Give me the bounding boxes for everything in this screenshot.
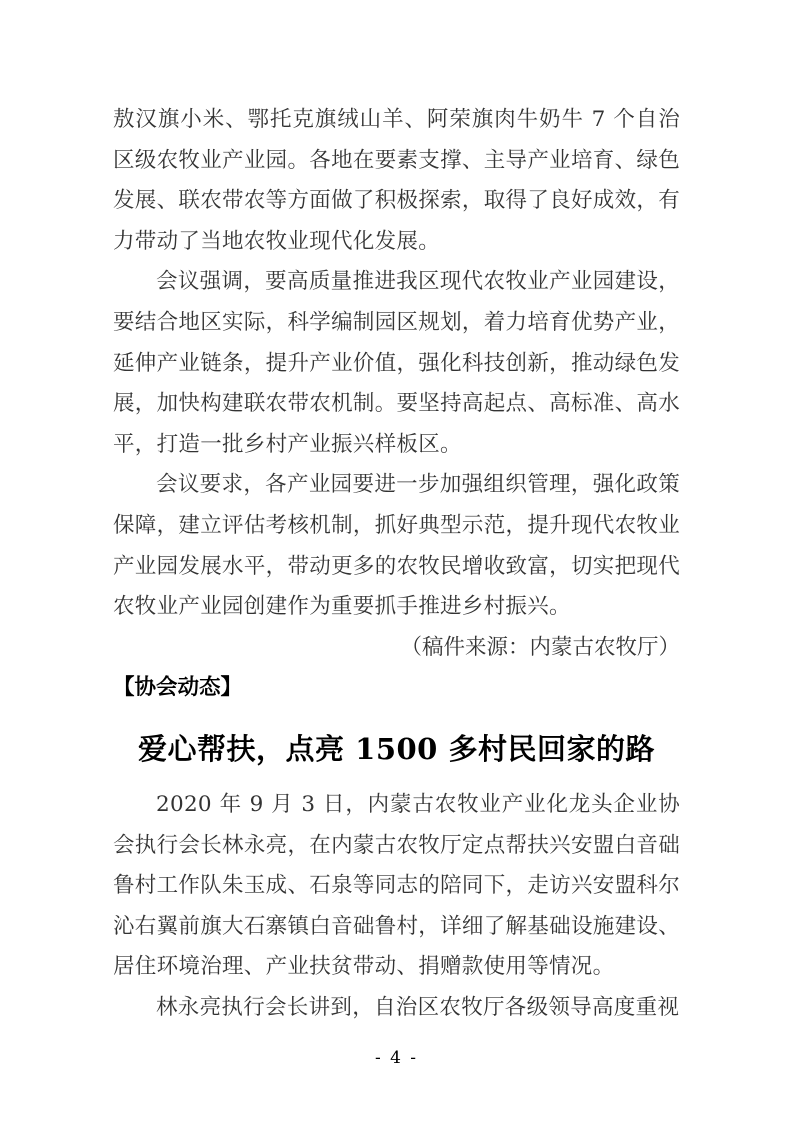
source-attribution: （稿件来源：内蒙古农牧厅）	[400, 634, 680, 660]
paragraph-meeting-requirements: 会议要求，各产业园要进一步加强组织管理，强化政策保障，建立评估考核机制，抓好典型示范，提升现代农牧业产业园发展水平，带动更多的农牧民增收致富，切实把现代农牧业产业园创建作为重要抓手推进乡村振兴。	[113, 472, 680, 620]
paragraph-meeting-emphasis: 会议强调，要高质量推进我区现代农牧业产业园建设，要结合地区实际，科学编制园区规划，着力培育优势产业，延伸产业链条，提升产业价值，强化科技创新，推动绿色发展，加快构建联农带农机制。要坚持高起点、高标准、高水平，打造一批乡村产业振兴样板区。	[113, 269, 680, 457]
article-title: 爱心帮扶，点亮 1500 多村民回家的路	[138, 731, 655, 766]
paragraph-meeting-continued: 敖汉旗小米、鄂托克旗绒山羊、阿荣旗肉牛奶牛 7 个自治区级农牧业产业园。各地在要素支撑、主导产业培育、绿色发展、联农带农等方面做了积极探索，取得了良好成效，有力带动了当地农牧业现代化发展。	[113, 107, 680, 254]
page-content	[113, 100, 680, 1028]
paragraph-charity-speech-partial: 林永亮执行会长讲到，自治区农牧厅各级领导高度重视	[156, 994, 680, 1020]
page-footer	[0, 1045, 793, 1071]
page-number: - 4 -	[374, 1048, 419, 1068]
paragraph-charity-visit: 2020 年 9 月 3 日，内蒙古农牧业产业化龙头企业协会执行会长林永亮，在内蒙古农牧厅定点帮扶兴安盟白音础鲁村工作队朱玉成、石泉等同志的陪同下，走访兴安盟科尔沁右翼前旗大石寨镇白音础鲁村，详细了解基础设施建设、居住环境治理、产业扶贫带动、捐赠款使用等情况。	[113, 791, 680, 980]
section-header-association-news: 【协会动态】	[113, 675, 243, 701]
